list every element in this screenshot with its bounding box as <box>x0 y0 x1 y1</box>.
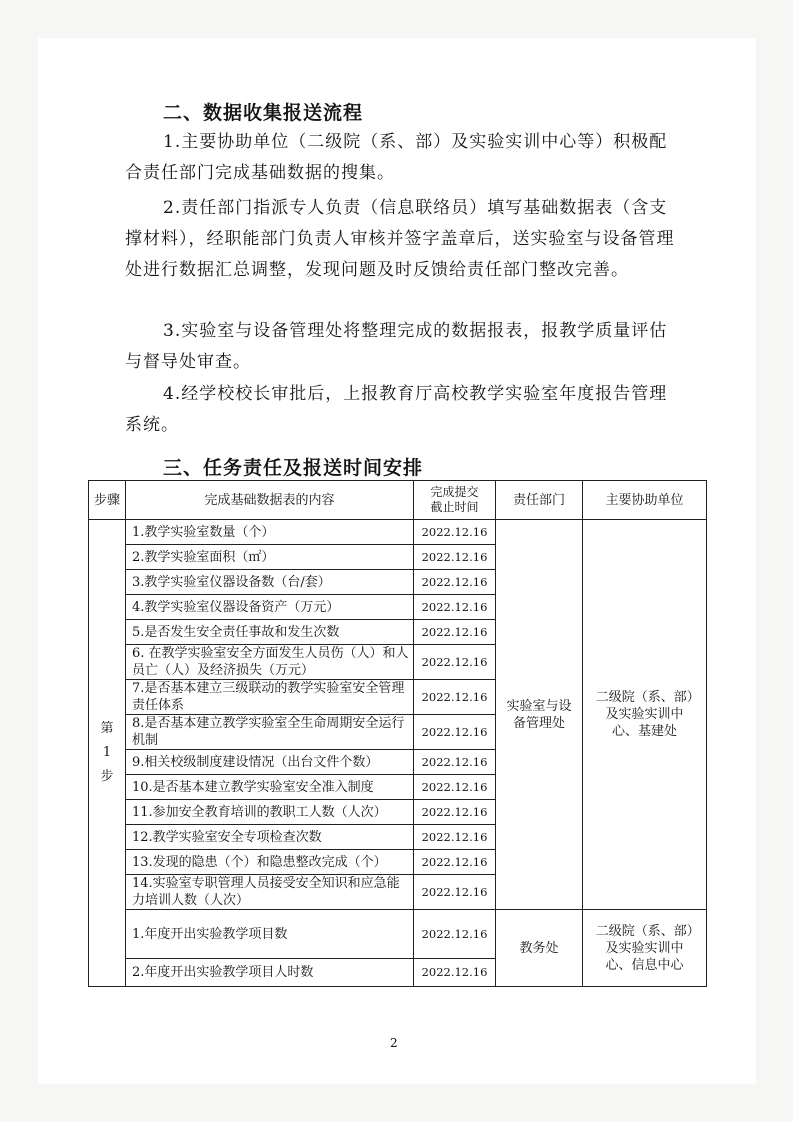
row-deadline: 2022.12.16 <box>414 715 496 750</box>
header-deadline-line1: 完成提交 <box>430 485 479 499</box>
task-schedule-table <box>88 480 707 987</box>
header-assist: 主要协助单位 <box>583 481 707 520</box>
assist-cell: 二级院（系、部）及实验实训中心、信息中心 <box>583 910 707 987</box>
section-2-item-4: 4.经学校校长审批后，上报教育厅高校教学实验室年度报告管理系统。 <box>125 384 668 435</box>
row-deadline: 2022.12.16 <box>414 875 496 910</box>
row-deadline: 2022.12.16 <box>414 910 496 959</box>
row-content: 1.教学实验室数量（个） <box>126 520 414 545</box>
row-deadline: 2022.12.16 <box>414 825 496 850</box>
row-deadline: 2022.12.16 <box>414 620 496 645</box>
section-3-heading: 三、任务责任及报送时间安排 <box>163 457 424 479</box>
section-2-item-3: 3.实验室与设备管理处将整理完成的数据报表，报教学质量评估与督导处审查。 <box>125 321 668 372</box>
row-content: 7.是否基本建立三级联动的教学实验室安全管理责任体系 <box>126 680 414 715</box>
assist-cell: 二级院（系、部）及实验实训中心、基建处 <box>583 520 707 910</box>
row-content: 5.是否发生安全责任事故和发生次数 <box>126 620 414 645</box>
section-2-item-2: 2.责任部门指派专人负责（信息联络员）填写基础数据表（含支撑材料），经职能部门负责人审核并签字盖章后，送实验室与设备管理处进行数据汇总调整，发现问题及时反馈给责任部门整改完善。 <box>125 198 675 280</box>
row-deadline: 2022.12.16 <box>414 645 496 680</box>
row-content: 1.年度开出实验教学项目数 <box>126 910 414 959</box>
row-deadline: 2022.12.16 <box>414 850 496 875</box>
row-deadline: 2022.12.16 <box>414 800 496 825</box>
row-deadline: 2022.12.16 <box>414 959 496 987</box>
row-content: 11.参加安全教育培训的教职工人数（人次） <box>126 800 414 825</box>
header-deadline <box>414 481 496 520</box>
header-step: 步骤 <box>89 481 126 520</box>
section-2-item-1: 1.主要协助单位（二级院（系、部）及实验实训中心等）积极配合责任部门完成基础数据的搜集。 <box>125 132 668 183</box>
step-label-text: 第1步 <box>100 721 114 784</box>
table-header-row <box>89 481 707 520</box>
row-content: 4.教学实验室仪器设备资产（万元） <box>126 595 414 620</box>
section-2-heading: 二、数据收集报送流程 <box>163 102 364 124</box>
row-deadline: 2022.12.16 <box>414 570 496 595</box>
row-content: 12.教学实验室安全专项检查次数 <box>126 825 414 850</box>
header-content: 完成基础数据表的内容 <box>126 481 414 520</box>
row-deadline: 2022.12.16 <box>414 775 496 800</box>
row-deadline: 2022.12.16 <box>414 520 496 545</box>
header-department: 责任部门 <box>496 481 583 520</box>
department-cell: 教务处 <box>496 910 583 987</box>
page-number: 2 <box>390 1036 398 1050</box>
step-label <box>89 520 126 987</box>
table-row <box>89 520 707 545</box>
row-content: 14.实验室专职管理人员接受安全知识和应急能力培训人数（人次） <box>126 875 414 910</box>
row-content: 9.相关校级制度建设情况（出台文件个数） <box>126 750 414 775</box>
header-deadline-line2: 截止时间 <box>430 500 479 514</box>
table-row <box>89 910 707 959</box>
row-content: 2.教学实验室面积（㎡） <box>126 545 414 570</box>
row-deadline: 2022.12.16 <box>414 750 496 775</box>
department-cell: 实验室与设备管理处 <box>496 520 583 910</box>
row-content: 13.发现的隐患（个）和隐患整改完成（个） <box>126 850 414 875</box>
row-content: 3.教学实验室仪器设备数（台/套） <box>126 570 414 595</box>
row-content: 10.是否基本建立教学实验室安全准入制度 <box>126 775 414 800</box>
row-content: 6. 在教学实验室安全方面发生人员伤（人）和人员亡（人）及经济损失（万元） <box>126 645 414 680</box>
row-deadline: 2022.12.16 <box>414 680 496 715</box>
row-deadline: 2022.12.16 <box>414 545 496 570</box>
row-deadline: 2022.12.16 <box>414 595 496 620</box>
row-content: 8.是否基本建立教学实验室全生命周期安全运行机制 <box>126 715 414 750</box>
row-content: 2.年度开出实验教学项目人时数 <box>126 959 414 987</box>
